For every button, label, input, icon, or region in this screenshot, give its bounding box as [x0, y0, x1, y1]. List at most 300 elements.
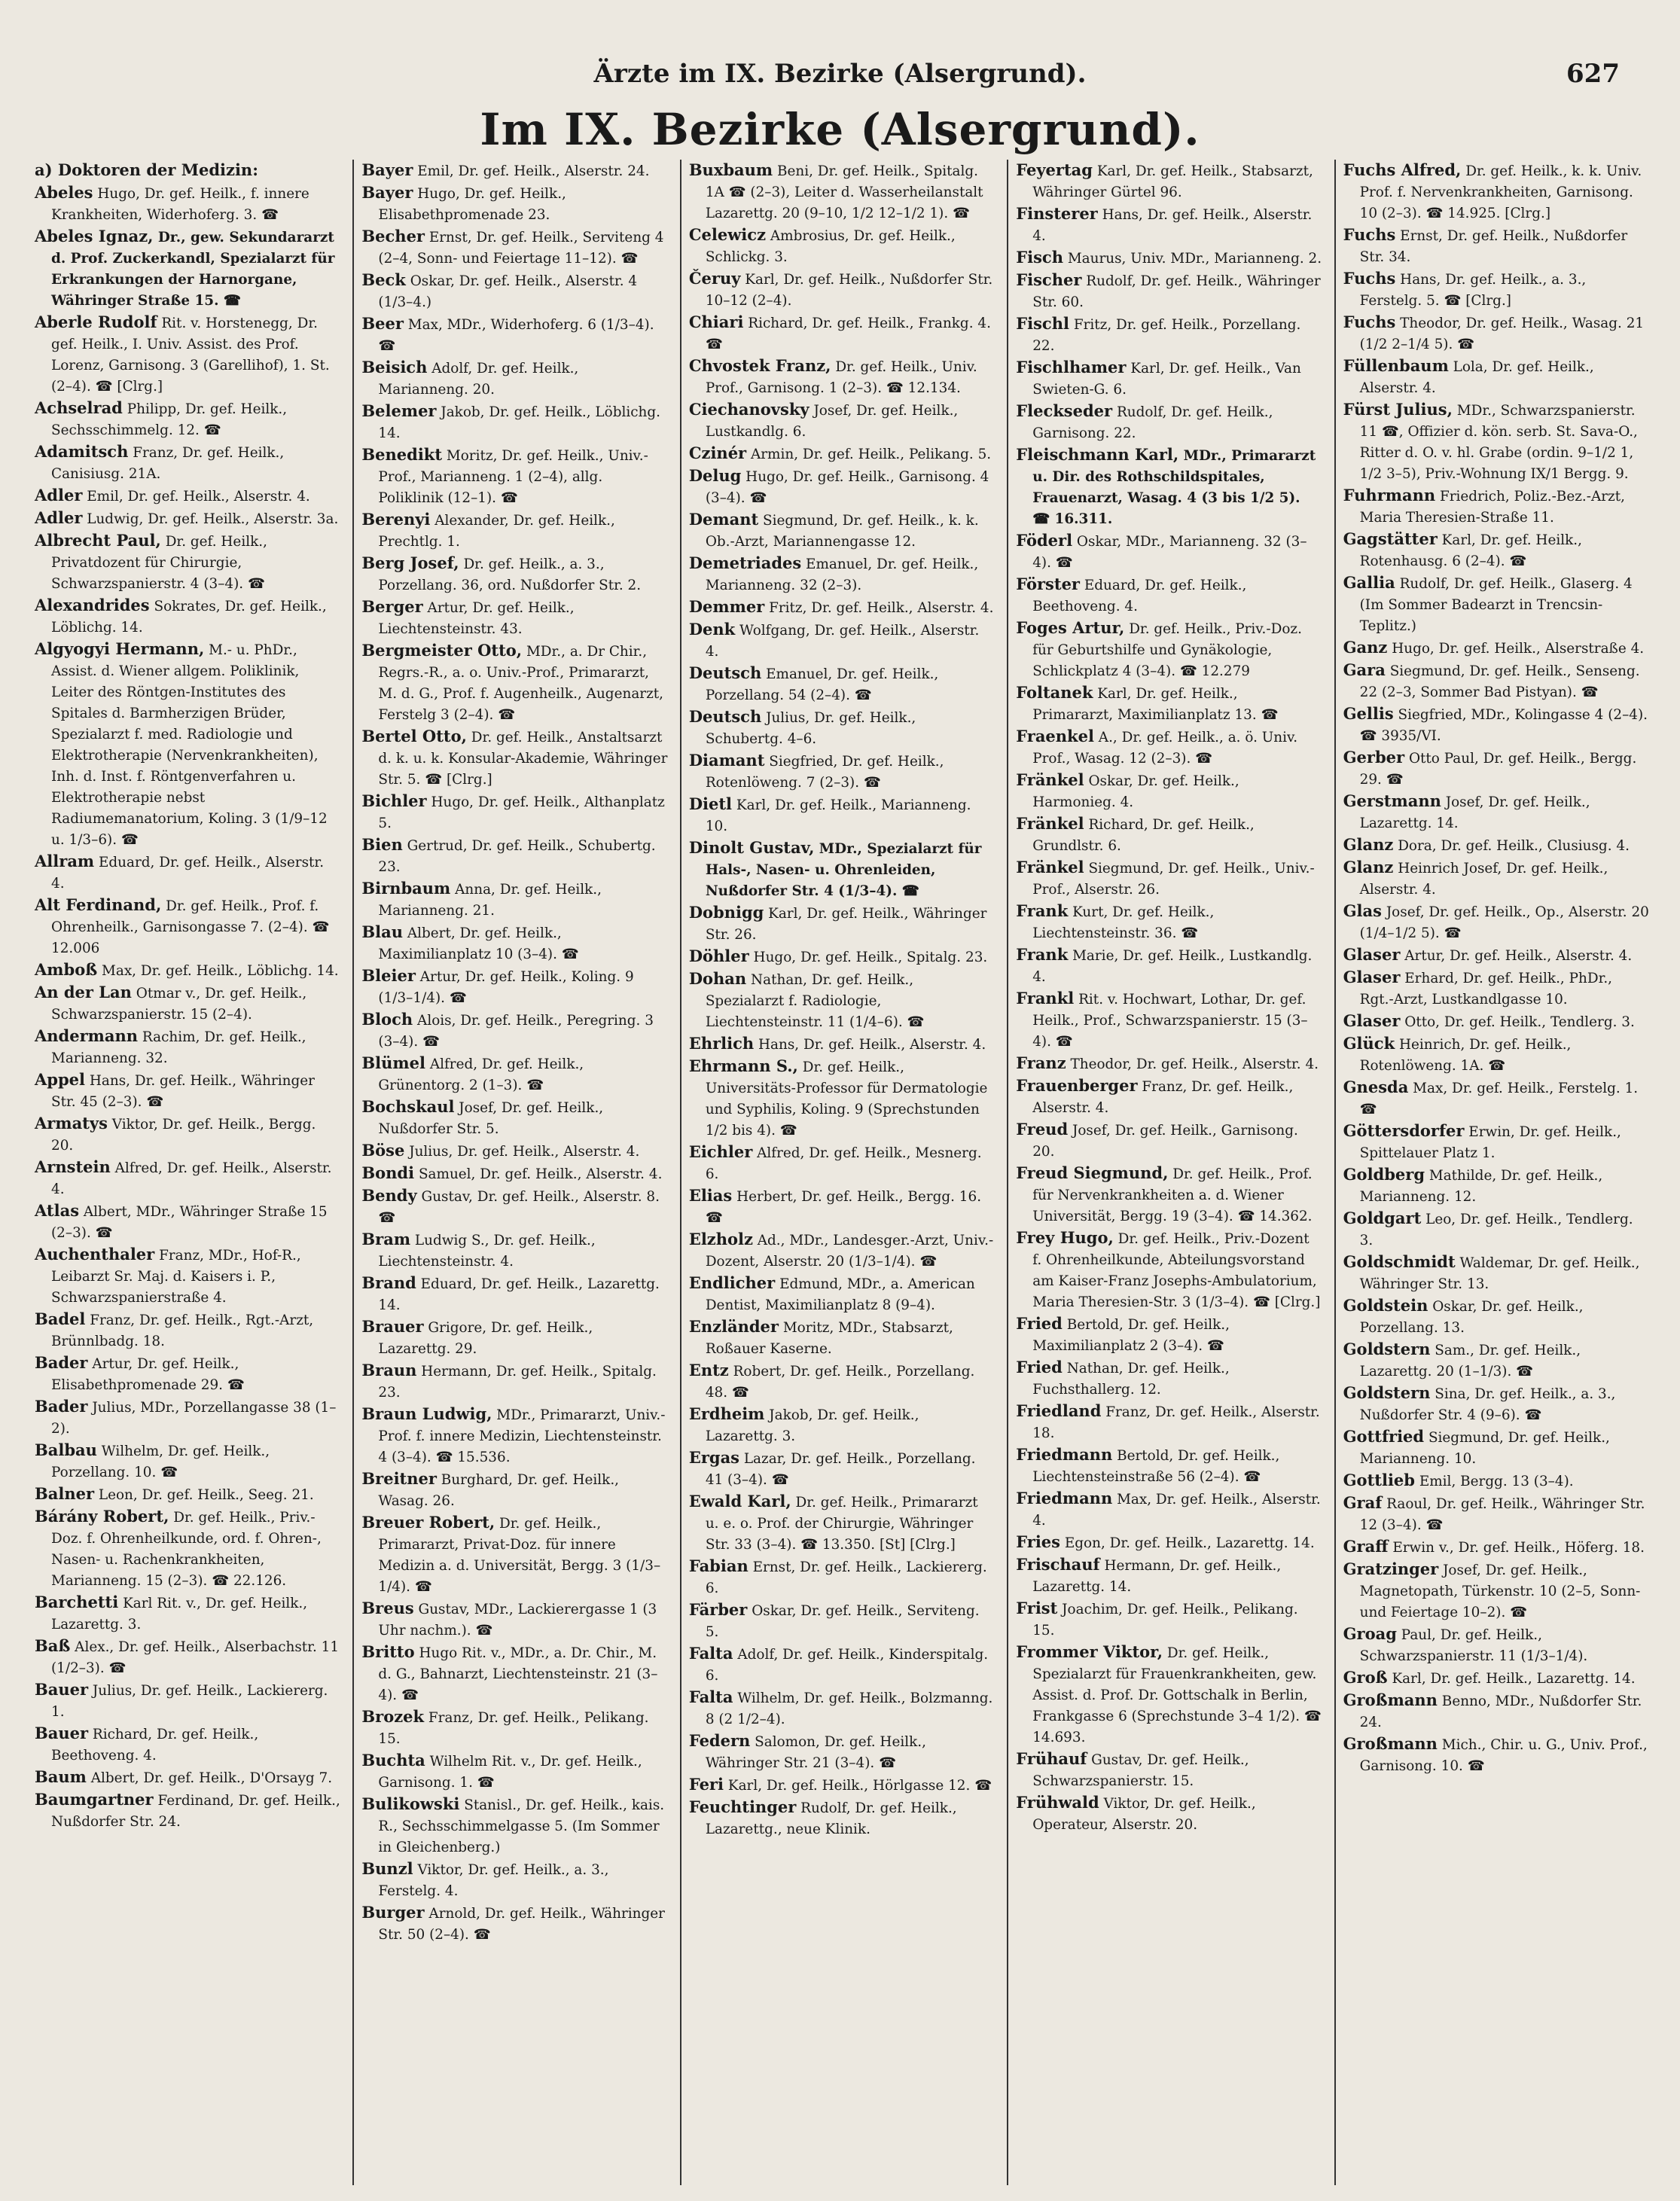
directory-entry — [1343, 1690, 1649, 1733]
directory-entry — [361, 1750, 667, 1794]
directory-entry — [689, 1056, 995, 1142]
entry-details: Alfred, Dr. gef. Heilk., Grünentorg. 2 (1–3). ☎ — [378, 1056, 584, 1093]
entry-name: Elzholz — [688, 1230, 753, 1248]
entry-details: Max, Dr. gef. Heilk., Löblichg. 14. — [97, 963, 339, 979]
directory-entry — [35, 1767, 340, 1789]
entry-name: Allram — [35, 852, 95, 870]
directory-entry — [361, 509, 667, 553]
entry-details: MDr., Spezialarzt für Hals-, Nasen- u. Ohrenleiden, Nußdorfer Str. 4 (1/3–4). ☎ — [705, 841, 982, 899]
entry-details: Anna, Dr. gef. Heilk., Marianneng. 21. — [378, 882, 602, 919]
entry-details: Hermann, Dr. gef. Heilk., Spitalg. 23. — [378, 1364, 657, 1401]
entry-name: Bunzl — [361, 1859, 413, 1878]
entry-name: Böse — [361, 1141, 405, 1160]
entry-name: Adler — [35, 508, 83, 527]
entry-name: Goldstein — [1343, 1296, 1428, 1315]
directory-entry — [35, 851, 340, 895]
entry-name: Frankl — [1016, 989, 1075, 1008]
entry-name: Čeruy — [688, 269, 741, 288]
directory-entry — [35, 959, 340, 982]
entry-name: Bondi — [361, 1163, 415, 1182]
directory-entry — [1016, 401, 1322, 444]
directory-entry — [1016, 247, 1322, 270]
entry-details: Siegmund, Dr. gef. Heilk., Senseng. 22 (2–3, Sommer Bad Pistyan). ☎ — [1359, 663, 1640, 700]
directory-entry — [1343, 529, 1649, 572]
entry-name: Dietl — [688, 794, 733, 813]
directory-entry — [1343, 637, 1649, 660]
entry-details: Eduard, Dr. gef. Heilk., Lazarettg. 14. — [378, 1276, 660, 1313]
entry-name: Breus — [361, 1599, 414, 1617]
entry-name: Fuchs Alfred, — [1343, 160, 1462, 179]
entry-details: Adolf, Dr. gef. Heilk., Kinderspitalg. 6. — [705, 1647, 989, 1684]
entry-details: Franz, Dr. gef. Heilk., Rgt.-Arzt, Brünnlbadg. 18. — [51, 1312, 314, 1349]
directory-entry — [1016, 1075, 1322, 1119]
directory-entry — [689, 553, 995, 596]
entry-details: Grigore, Dr. gef. Heilk., Lazarettg. 29. — [378, 1320, 593, 1357]
entry-details: Franz, Dr. gef. Heilk., Canisiusg. 21A. — [51, 445, 285, 482]
directory-entry — [1016, 1163, 1322, 1227]
directory-entry — [689, 509, 995, 553]
directory-entry — [35, 1679, 340, 1723]
entry-name: Fürst Julius, — [1343, 400, 1453, 419]
page-number: 627 — [1566, 59, 1620, 89]
directory-entry — [361, 401, 667, 444]
column-4-entries — [1016, 160, 1322, 1836]
entry-details: Oskar, Dr. gef. Heilk., Alserstr. 4 (1/3–4.) — [378, 273, 638, 310]
entry-details: Rudolf, Dr. gef. Heilk., Währinger Str. 60. — [1032, 273, 1321, 310]
directory-entry — [361, 444, 667, 509]
directory-entry — [361, 1794, 667, 1858]
entry-details: Franz, Dr. gef. Heilk., Pelikang. 15. — [378, 1710, 649, 1747]
entry-details: Karl Rit. v., Dr. gef. Heilk., Lazarettg. 3. — [51, 1596, 308, 1632]
entry-name: Braun — [361, 1361, 417, 1379]
entry-name: Fränkel — [1016, 858, 1084, 876]
directory-entry — [35, 1069, 340, 1113]
directory-entry — [1343, 355, 1649, 399]
entry-details: Salomon, Dr. gef. Heilk., Währinger Str. 21 (3–4). ☎ — [705, 1734, 926, 1771]
directory-entry — [1016, 901, 1322, 944]
directory-entry — [35, 1113, 340, 1157]
entry-name: Balbau — [35, 1440, 97, 1459]
entry-details: Rudolf, Dr. gef. Heilk., Glaserg. 4 (Im Sommer Badearzt in Trencsin-Teplitz.) — [1359, 576, 1633, 634]
entry-details: M.- u. PhDr., Assist. d. Wiener allgem. Poliklinik, Leiter des Röntgen-Institutes des Spitales d. Barmherzigen Brüder, Spezialarzt f. med. Radiologie und Elektrotherapie (Nervenkrankheiten), Inh. d. Inst. f. Röntgenverfahren u. Elektrotherapie nebst Radiumemanatorium, Koling. 3 (1/9–12 u. 1/3–6). ☎ — [51, 642, 328, 848]
entry-name: Frühwald — [1016, 1793, 1099, 1812]
directory-entry — [689, 160, 995, 224]
entry-name: Bertel Otto, — [361, 727, 467, 745]
directory-entry — [35, 1440, 340, 1483]
directory-entry — [1343, 1623, 1649, 1667]
entry-name: Beck — [361, 270, 406, 289]
entry-name: Döhler — [688, 947, 749, 965]
entry-details: Dr. gef. Heilk., Spezialarzt für Frauenkrankheiten, gew. Assist. d. Prof. Dr. Gottschalk in Berlin, Frankgasse 6 (Sprechstunde 3–4 1/2). ☎ 14.693. — [1032, 1645, 1322, 1745]
directory-entry — [1016, 444, 1322, 530]
entry-details: Karl, Dr. gef. Heilk., Primararzt, Maximilianplatz 13. ☎ — [1032, 686, 1279, 723]
entry-details: Otto, Dr. gef. Heilk., Tendlerg. 3. — [1400, 1014, 1635, 1030]
entry-name: Frischauf — [1016, 1555, 1100, 1574]
directory-entry — [1343, 1251, 1649, 1295]
entry-name: Endlicher — [688, 1273, 776, 1292]
column-3 — [680, 160, 999, 2185]
directory-entry — [361, 1706, 667, 1750]
directory-entry — [1016, 313, 1322, 357]
entry-details: Marie, Dr. gef. Heilk., Lustkandlg. 4. — [1032, 948, 1313, 985]
directory-entry — [35, 1352, 340, 1396]
entry-name: Göttersdorfer — [1343, 1121, 1465, 1140]
entry-details: Karl, Dr. gef. Heilk., Rotenhausg. 6 (2–4). ☎ — [1359, 532, 1582, 569]
directory-entry — [1343, 572, 1649, 637]
entry-details: Karl, Dr. gef. Heilk., Stabsarzt, Währinger Gürtel 96. — [1032, 163, 1313, 200]
entry-name: Glanz — [1343, 858, 1394, 876]
entry-details: Otto Paul, Dr. gef. Heilk., Bergg. 29. ☎ — [1359, 751, 1637, 788]
entry-name: Armatys — [35, 1114, 108, 1133]
entry-details: Karl, Dr. gef. Heilk., Nußdorfer Str. 10–12 (2–4). — [705, 272, 993, 309]
directory-entry — [361, 1316, 667, 1360]
entry-name: Feuchtinger — [688, 1797, 797, 1816]
entry-name: Bien — [361, 835, 403, 854]
entry-name: Föderl — [1016, 531, 1073, 550]
entry-details: Adolf, Dr. gef. Heilk., Marianneng. 20. — [378, 361, 579, 398]
entry-name: Berg Josef, — [361, 553, 459, 572]
entry-name: Adler — [35, 486, 83, 505]
entry-details: Julius, Dr. gef. Heilk., Schubertg. 4–6. — [705, 710, 916, 747]
entry-details: Gertrud, Dr. gef. Heilk., Schubertg. 23. — [378, 838, 656, 875]
entry-details: Siegfried, MDr., Kolingasse 4 (2–4). ☎ 3935/VI. — [1359, 707, 1648, 744]
directory-entry — [1016, 203, 1322, 247]
directory-entry — [35, 1026, 340, 1069]
directory-entry — [1343, 1382, 1649, 1426]
entry-name: Bárány Robert, — [35, 1507, 169, 1526]
entry-name: Graff — [1343, 1537, 1389, 1556]
entry-details: Artur, Dr. gef. Heilk., Elisabethpromenade 29. ☎ — [51, 1356, 245, 1393]
directory-entry — [1016, 617, 1322, 682]
entry-details: Alfred, Dr. gef. Heilk., Mesnerg. 6. — [705, 1145, 982, 1182]
entry-details: Burghard, Dr. gef. Heilk., Wasag. 26. — [378, 1472, 620, 1509]
directory-entry — [1016, 1444, 1322, 1488]
directory-entry — [1343, 703, 1649, 747]
directory-entry — [35, 182, 340, 226]
entry-name: An der Lan — [35, 983, 132, 1001]
entry-details: Jakob, Dr. gef. Heilk., Lazarettg. 3. — [705, 1407, 919, 1444]
entry-details: Heinrich Josef, Dr. gef. Heilk., Alserstr. 4. — [1359, 861, 1608, 898]
directory-entry — [689, 1229, 995, 1273]
directory-entry — [35, 895, 340, 959]
entry-name: Goldstern — [1343, 1383, 1431, 1402]
entry-details: MDr., Primararzt u. Dir. des Rothschildspitales, Frauenarzt, Wasag. 4 (3 bis 1/2 5). ☎ 16.311. — [1032, 448, 1316, 527]
entry-name: Enzländer — [688, 1317, 779, 1336]
entry-name: Friedland — [1016, 1401, 1102, 1420]
directory-entry — [1343, 660, 1649, 703]
entry-name: Färber — [688, 1600, 748, 1619]
entry-name: Frommer Viktor, — [1016, 1642, 1163, 1661]
column-2 — [352, 160, 672, 2185]
directory-entry — [689, 1556, 995, 1599]
directory-entry — [35, 485, 340, 508]
entry-name: Arnstein — [35, 1157, 111, 1176]
entry-name: Deutsch — [688, 663, 762, 682]
directory-entry — [361, 965, 667, 1009]
entry-details: Erwin, Dr. gef. Heilk., Spittelauer Platz 1. — [1359, 1124, 1621, 1161]
directory-entry — [1343, 1120, 1649, 1164]
directory-entry — [1016, 1053, 1322, 1075]
directory-entry — [689, 794, 995, 837]
entry-name: Gratzinger — [1343, 1559, 1439, 1578]
entry-details: Ernst, Dr. gef. Heilk., Serviteng 4 (2–4, Sonn- und Feiertage 11–12). ☎ — [378, 230, 664, 267]
entry-name: Bram — [361, 1230, 411, 1248]
directory-entry — [361, 1185, 667, 1229]
entry-name: Dobnigg — [688, 903, 764, 922]
directory-entry — [689, 1730, 995, 1774]
entry-details: Artur, Dr. gef. Heilk., Koling. 9 (1/3–1/4). ☎ — [378, 969, 634, 1006]
entry-details: Alex., Dr. gef. Heilk., Alserbachstr. 11 (1/2–3). ☎ — [51, 1639, 340, 1676]
directory-entry — [1016, 988, 1322, 1053]
directory-entry — [35, 441, 340, 485]
directory-entry — [689, 750, 995, 794]
entry-details: Dr. gef. Heilk., Prof. f. Ohrenheilk., Garnisongasse 7. (2–4). ☎ 12.006 — [51, 898, 330, 956]
entry-name: Atlas — [35, 1201, 80, 1220]
entry-details: Maurus, Univ. MDr., Marianneng. 2. — [1063, 251, 1322, 267]
directory-entry — [1016, 857, 1322, 901]
directory-entry — [689, 596, 995, 619]
entry-details: A., Dr. gef. Heilk., a. ö. Univ. Prof., Wasag. 12 (2–3). ☎ — [1032, 730, 1298, 767]
entry-name: Federn — [688, 1731, 751, 1750]
entry-details: Josef, Dr. gef. Heilk., Op., Alserstr. 20 (1/4–1/2 5). ☎ — [1359, 904, 1649, 941]
entry-name: Bendy — [361, 1186, 417, 1205]
entry-details: Leon, Dr. gef. Heilk., Seeg. 21. — [94, 1487, 314, 1503]
directory-entry — [1343, 1295, 1649, 1339]
entry-details: Eduard, Dr. gef. Heilk., Alserstr. 4. — [51, 855, 325, 892]
directory-entry — [35, 595, 340, 639]
entry-details: Dr. gef. Heilk., Prof. für Nervenkrankheiten a. d. Wiener Universität, Bergg. 19 (3–4). ☎ 14.362. — [1032, 1166, 1313, 1224]
entry-details: Emil, Dr. gef. Heilk., Alserstr. 24. — [413, 163, 650, 179]
entry-name: Bulikowski — [361, 1794, 460, 1813]
entry-details: Edmund, MDr., a. American Dentist, Maximilianplatz 8 (9–4). — [705, 1276, 975, 1313]
entry-details: Waldemar, Dr. gef. Heilk., Währinger Str. 13. — [1359, 1255, 1640, 1292]
column-3-entries — [689, 160, 995, 1840]
directory-entry — [361, 553, 667, 596]
directory-entry — [1016, 1748, 1322, 1792]
entry-details: Oskar, Dr. gef. Heilk., Harmonieg. 4. — [1032, 773, 1239, 810]
entry-name: Fischlhamer — [1016, 358, 1127, 376]
entry-details: Rit. v. Hochwart, Lothar, Dr. gef. Heilk., Prof., Schwarzspanierstr. 15 (3–4). ☎ — [1032, 992, 1308, 1050]
entry-details: Max, Dr. gef. Heilk., Alserstr. 4. — [1032, 1492, 1321, 1529]
entry-details: Oskar, MDr., Marianneng. 32 (3–4). ☎ — [1032, 534, 1307, 571]
entry-details: Benno, MDr., Nußdorfer Str. 24. — [1359, 1693, 1642, 1730]
directory-entry — [689, 1491, 995, 1556]
entry-name: Glanz — [1343, 835, 1394, 854]
directory-entry — [1016, 357, 1322, 401]
entry-name: Becher — [361, 227, 425, 245]
entry-details: Hugo, Dr. gef. Heilk., Alserstraße 4. — [1387, 641, 1645, 657]
entry-details: Dr., gew. Sekundararzt d. Prof. Zuckerkandl, Spezialarzt für Erkrankungen der Harnorgane, Währinger Straße 15. ☎ — [51, 230, 335, 309]
directory-entry — [689, 902, 995, 946]
directory-entry — [1343, 791, 1649, 834]
entry-name: Andermann — [35, 1026, 139, 1045]
entry-name: Entz — [688, 1361, 729, 1379]
entry-name: Ergas — [688, 1448, 739, 1467]
entry-name: Bader — [35, 1353, 88, 1372]
entry-details: Dr. gef. Heilk., Primararzt u. e. o. Prof. der Chirurgie, Währinger Str. 33 (3–4). ☎ 13.350. [St] [Clrg.] — [705, 1495, 978, 1553]
entry-details: Theodor, Dr. gef. Heilk., Wasag. 21 (1/2 2–1/4 5). ☎ — [1359, 316, 1645, 352]
entry-name: Falta — [688, 1644, 733, 1663]
entry-name: Breuer Robert, — [361, 1513, 495, 1532]
entry-details: Josef, Dr. gef. Heilk., Lazarettg. 14. — [1359, 794, 1590, 831]
entry-details: Gustav, MDr., Lackierergasse 1 (3 Uhr nachm.). ☎ — [378, 1602, 657, 1639]
entry-name: Beisich — [361, 358, 428, 376]
entry-name: Demetriades — [688, 553, 802, 572]
directory-entry — [35, 530, 340, 595]
entry-details: Dr. gef. Heilk., Univ. Prof., Garnisong. 1 (2–3). ☎ 12.134. — [705, 359, 977, 396]
entry-name: Chvostek Franz, — [688, 356, 831, 375]
entry-name: Achselrad — [35, 398, 123, 417]
entry-name: Benedikt — [361, 445, 443, 464]
directory-entry — [361, 1468, 667, 1512]
entry-name: Gottfried — [1343, 1427, 1425, 1446]
directory-entry — [1343, 1339, 1649, 1382]
entry-details: Hugo, Dr. gef. Heilk., Althanplatz 5. — [378, 794, 665, 831]
entry-details: Viktor, Dr. gef. Heilk., Operateur, Alserstr. 20. — [1032, 1796, 1256, 1833]
entry-details: Paul, Dr. gef. Heilk., Schwarzspanierstr. 11 (1/3–1/4). — [1359, 1627, 1588, 1664]
directory-entry — [361, 1858, 667, 1902]
entry-name: Fuhrmann — [1343, 486, 1436, 505]
entry-name: Gerber — [1343, 748, 1405, 767]
entry-name: Fries — [1016, 1532, 1060, 1551]
directory-entry — [1343, 1164, 1649, 1208]
entry-details: Emil, Bergg. 13 (3–4). — [1414, 1474, 1574, 1489]
entry-details: Alois, Dr. gef. Heilk., Peregring. 3 (3–4). ☎ — [378, 1013, 654, 1050]
directory-entry — [361, 1009, 667, 1053]
entry-details: Ludwig, Dr. gef. Heilk., Alserstr. 3a. — [82, 511, 339, 527]
entry-name: Britto — [361, 1642, 415, 1661]
directory-entry — [1343, 1492, 1649, 1536]
entry-details: Beni, Dr. gef. Heilk., Spitalg. 1A ☎ (2–3), Leiter d. Wasserheilanstalt Lazarettg. 20 (9–10, 1/2 12–1/2 1). ☎ — [705, 163, 983, 221]
entry-details: Josef, Dr. gef. Heilk., Magnetopath, Türkenstr. 10 (2–5, Sonn- und Feiertage 10–2). ☎ — [1359, 1562, 1641, 1620]
entry-name: Frauenberger — [1016, 1076, 1138, 1095]
directory-entry — [1016, 270, 1322, 313]
entry-name: Gellis — [1343, 704, 1394, 723]
directory-entry — [1343, 1559, 1649, 1623]
entry-name: Gara — [1343, 660, 1386, 679]
entry-name: Blau — [361, 922, 404, 941]
directory-entry — [35, 508, 340, 530]
directory-entry — [689, 465, 995, 509]
entry-name: Glaser — [1343, 1011, 1401, 1030]
entry-details: Bertold, Dr. gef. Heilk., Liechtensteinstraße 56 (2–4). ☎ — [1032, 1448, 1280, 1485]
entry-name: Bichler — [361, 791, 427, 810]
entry-details: Karl, Dr. gef. Heilk., Hörlgasse 12. ☎ — [723, 1778, 992, 1794]
entry-details: Kurt, Dr. gef. Heilk., Liechtensteinstr. 36. ☎ — [1032, 904, 1215, 941]
entry-name: Glaser — [1343, 968, 1401, 986]
entry-details: Ambrosius, Dr. gef. Heilk., Schlickg. 3. — [705, 228, 956, 265]
entry-details: Richard, Dr. gef. Heilk., Frankg. 4. ☎ — [705, 316, 991, 352]
entry-name: Blümel — [361, 1053, 425, 1072]
entry-name: Bleier — [361, 966, 416, 985]
directory-entry — [689, 706, 995, 750]
directory-entry — [361, 160, 667, 182]
directory-entry — [1016, 1792, 1322, 1836]
directory-entry — [1016, 1401, 1322, 1444]
entry-details: Dr. gef. Heilk., a. 3., Porzellang. 36, ord. Nußdorfer Str. 2. — [378, 556, 642, 593]
entry-name: Feyertag — [1016, 160, 1093, 179]
entry-name: Falta — [688, 1687, 733, 1706]
entry-details: Otmar v., Dr. gef. Heilk., Schwarzspanierstr. 15 (2–4). — [51, 986, 307, 1023]
directory-entry — [1343, 399, 1649, 485]
entry-details: Karl, Dr. gef. Heilk., Lazarettg. 14. — [1387, 1671, 1636, 1687]
entry-name: Friedmann — [1016, 1445, 1113, 1464]
entry-name: Finsterer — [1016, 204, 1098, 223]
entry-details: Dr. gef. Heilk., Privatdozent für Chirurgie, Schwarzspanierstr. 4 (3–4). ☎ — [51, 534, 267, 592]
entry-details: Hans, Dr. gef. Heilk., Währinger Str. 45 (2–3). ☎ — [51, 1073, 315, 1110]
directory-entry — [689, 1185, 995, 1229]
directory-entry — [35, 398, 340, 441]
entry-details: Nathan, Dr. gef. Heilk., Fuchsthallerg. 12. — [1032, 1361, 1230, 1398]
entry-name: Fried — [1016, 1358, 1063, 1376]
directory-entry — [1016, 574, 1322, 617]
directory-entry — [1343, 1733, 1649, 1777]
entry-details: Erhard, Dr. gef. Heilk., PhDr., Rgt.-Arzt, Lustkandlgasse 10. — [1359, 971, 1613, 1008]
directory-entry — [1343, 224, 1649, 268]
entry-name: Großmann — [1343, 1734, 1438, 1753]
entry-details: Dr. gef. Heilk., k. k. Univ. Prof. f. Nervenkrankheiten, Garnisong. 10 (2–3). ☎ 14.925. [Clrg.] — [1359, 163, 1642, 221]
entry-details: Gustav, Dr. gef. Heilk., Schwarzspanierstr. 15. — [1032, 1752, 1249, 1789]
directory-entry — [35, 1483, 340, 1506]
entry-name: Gagstätter — [1343, 529, 1438, 548]
entry-name: Fischl — [1016, 314, 1069, 333]
entry-details: Theodor, Dr. gef. Heilk., Alserstr. 4. — [1066, 1056, 1319, 1072]
entry-name: Groag — [1343, 1624, 1397, 1643]
entry-details: Armin, Dr. gef. Heilk., Pelikang. 5. — [746, 447, 992, 462]
entry-details: Franz, Dr. gef. Heilk., Alserstr. 4. — [1032, 1079, 1294, 1116]
directory-entry — [689, 1033, 995, 1056]
entry-details: Viktor, Dr. gef. Heilk., Bergg. 20. — [51, 1117, 316, 1154]
entry-name: Barchetti — [35, 1593, 119, 1611]
directory-entry — [1016, 1554, 1322, 1598]
directory-entry — [1343, 747, 1649, 791]
directory-entry — [689, 1142, 995, 1185]
entry-name: Goldberg — [1343, 1165, 1425, 1184]
entry-name: Bloch — [361, 1010, 413, 1029]
directory-entry — [361, 1360, 667, 1404]
entry-details: Hugo, Dr. gef. Heilk., f. innere Krankheiten, Widerhoferg. 3. ☎ — [51, 186, 309, 223]
page-title: Im IX. Bezirke (Alsergrund). — [480, 104, 1200, 155]
entry-name: Diamant — [688, 751, 765, 770]
entry-details: Artur, Dr. gef. Heilk., Alserstr. 4. — [1400, 948, 1633, 964]
entry-name: Frank — [1016, 901, 1069, 920]
directory-entry — [1343, 268, 1649, 312]
entry-name: Groß — [1343, 1668, 1388, 1687]
directory-entry — [1343, 485, 1649, 529]
entry-name: Alexandrides — [35, 596, 150, 614]
entry-details: Richard, Dr. gef. Heilk., Grundlstr. 6. — [1032, 817, 1255, 854]
entry-name: Chiari — [688, 312, 744, 331]
entry-name: Ehrmann S., — [688, 1056, 798, 1075]
entry-name: Celewicz — [688, 225, 766, 244]
directory-entry — [35, 1636, 340, 1679]
directory-entry — [35, 1244, 340, 1309]
directory-entry — [361, 834, 667, 878]
directory-entry — [689, 1774, 995, 1797]
entry-details: Raoul, Dr. gef. Heilk., Währinger Str. 12 (3–4). ☎ — [1359, 1496, 1645, 1533]
entry-name: Fisch — [1016, 248, 1063, 267]
directory-entry — [689, 1643, 995, 1687]
entry-name: Ganz — [1343, 638, 1388, 657]
entry-name: Demmer — [688, 597, 765, 616]
entry-details: Ludwig S., Dr. gef. Heilk., Liechtensteinstr. 4. — [378, 1233, 596, 1270]
entry-name: Fried — [1016, 1314, 1063, 1333]
directory-entry — [361, 1096, 667, 1140]
directory-entry — [35, 312, 340, 398]
directory-entry — [361, 726, 667, 791]
entry-name: Fraenkel — [1016, 727, 1094, 745]
entry-details: Sam., Dr. gef. Heilk., Lazarettg. 20 (1–1/3). ☎ — [1359, 1343, 1581, 1379]
